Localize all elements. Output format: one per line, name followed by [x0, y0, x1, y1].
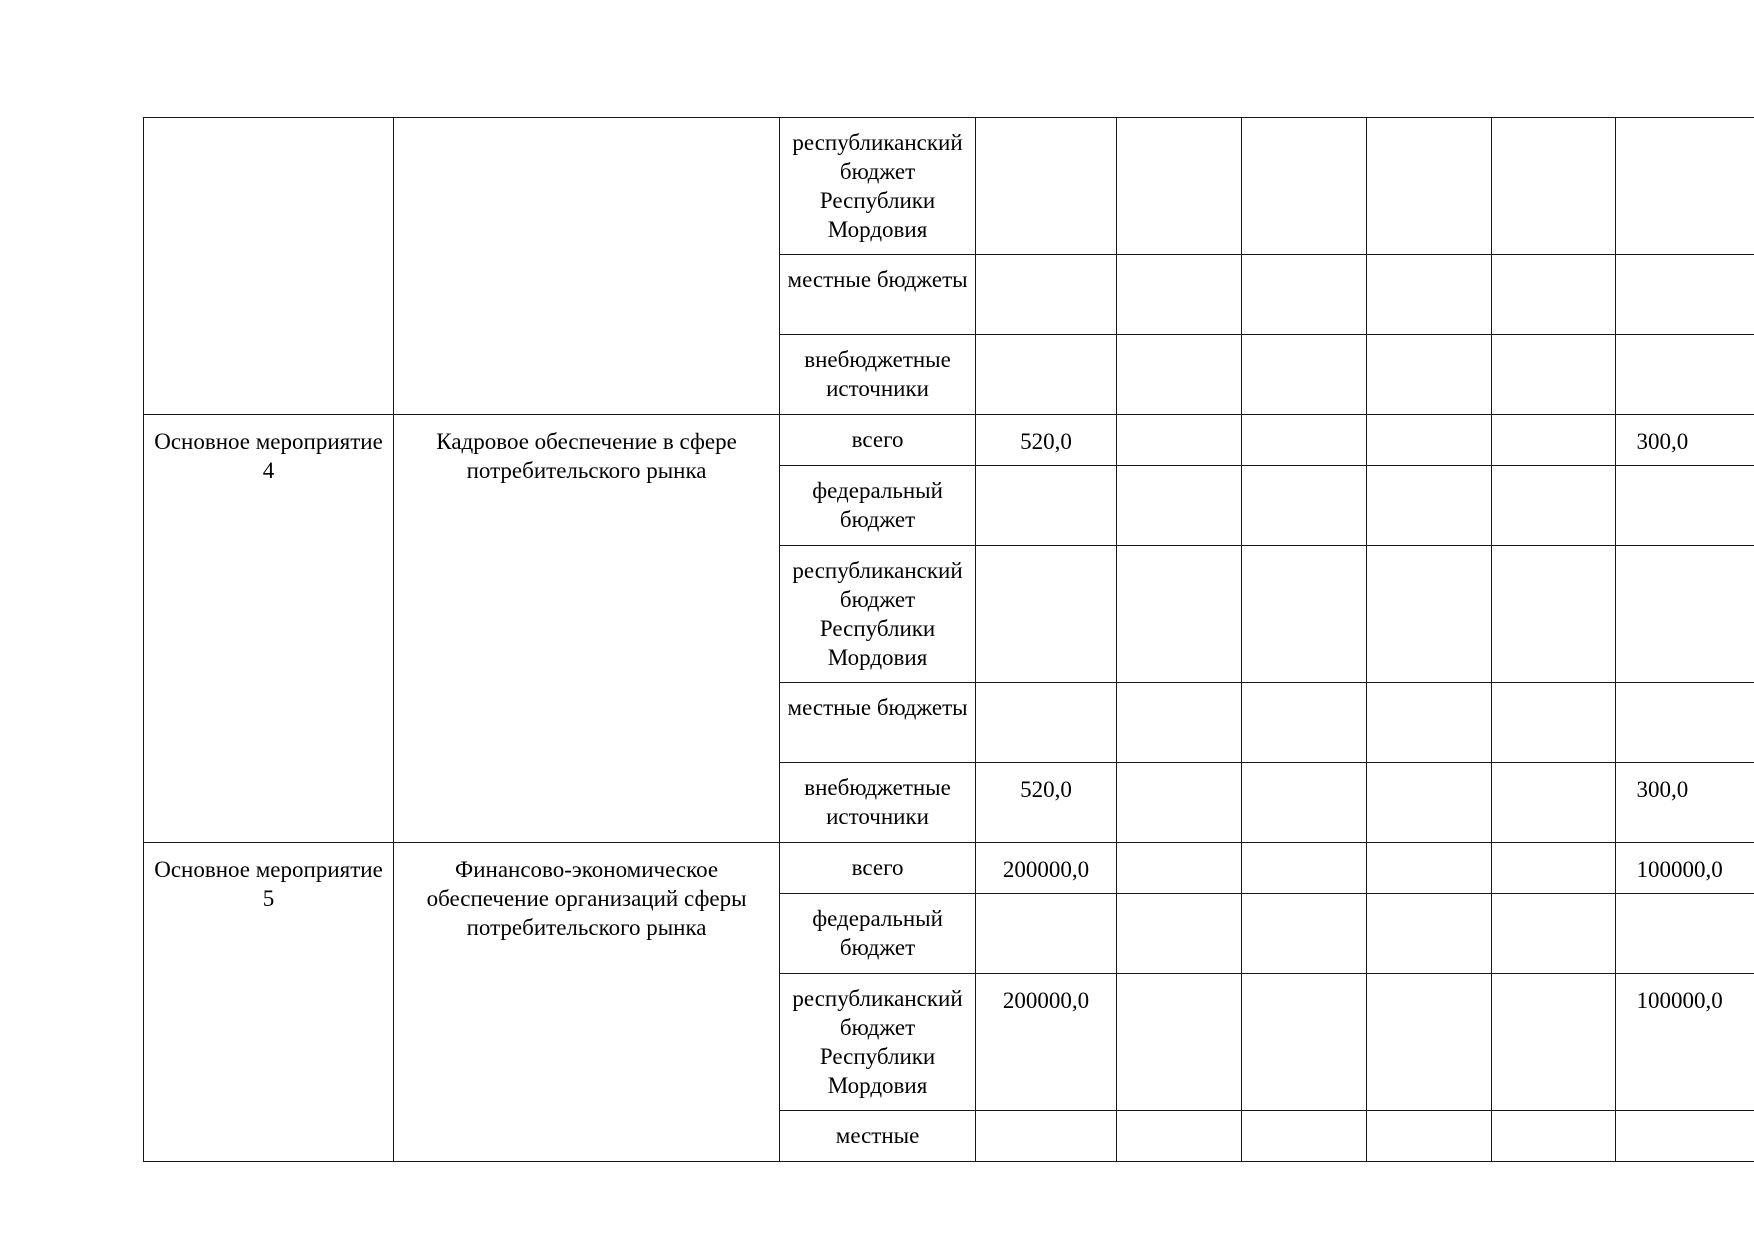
value-cell — [1241, 118, 1366, 255]
value-cell: 520,0 — [976, 763, 1117, 843]
value-cell — [1116, 974, 1241, 1111]
value-cell — [1616, 118, 1754, 255]
table-row — [144, 415, 1754, 466]
value-cell — [1366, 255, 1491, 335]
value-cell — [1116, 415, 1241, 466]
activity-cell-empty — [144, 118, 394, 415]
value-cell — [1241, 466, 1366, 546]
value-cell — [1116, 118, 1241, 255]
value-cell — [1491, 1111, 1616, 1162]
activity-5-description: Финансово-экономическое обеспечение организаций сферы потребительского рынка — [394, 843, 780, 1162]
value-cell: 200000,0 — [976, 974, 1117, 1111]
value-cell — [1491, 415, 1616, 466]
value-cell — [1616, 894, 1754, 974]
value-cell — [1616, 1111, 1754, 1162]
value-cell: 100000,0 — [1616, 974, 1754, 1111]
value-cell — [1616, 335, 1754, 415]
value-cell — [1241, 1111, 1366, 1162]
value-cell — [976, 118, 1117, 255]
source-cell: внебюджетные источники — [780, 763, 976, 843]
value-cell — [1491, 843, 1616, 894]
value-cell — [1366, 466, 1491, 546]
value-cell — [1491, 255, 1616, 335]
value-cell — [1366, 118, 1491, 255]
source-cell: республиканский бюджет Республики Мордовия — [780, 118, 976, 255]
source-cell: федеральный бюджет — [780, 894, 976, 974]
value-cell: 100000,0 — [1616, 843, 1754, 894]
value-cell: 520,0 — [976, 415, 1117, 466]
value-cell — [1616, 683, 1754, 763]
value-cell — [1116, 894, 1241, 974]
value-cell — [1116, 466, 1241, 546]
value-cell — [1241, 894, 1366, 974]
source-cell: всего — [780, 415, 976, 466]
value-cell — [1491, 974, 1616, 1111]
value-cell — [1616, 546, 1754, 683]
source-cell: республиканский бюджет Республики Мордовия — [780, 546, 976, 683]
table-row — [144, 843, 1754, 894]
value-cell: 300,0 — [1616, 763, 1754, 843]
activity-5-name: Основное мероприятие 5 — [144, 843, 394, 1162]
source-cell: республиканский бюджет Республики Мордовия — [780, 974, 976, 1111]
source-cell: местные — [780, 1111, 976, 1162]
description-cell-empty — [394, 118, 780, 415]
value-cell — [1366, 335, 1491, 415]
value-cell — [1241, 255, 1366, 335]
value-cell: 200000,0 — [976, 843, 1117, 894]
value-cell — [1491, 118, 1616, 255]
funding-table — [143, 117, 1754, 1162]
value-cell — [1491, 335, 1616, 415]
source-cell: внебюджетные источники — [780, 335, 976, 415]
value-cell — [1616, 466, 1754, 546]
value-cell — [1241, 683, 1366, 763]
value-cell — [1241, 974, 1366, 1111]
value-cell — [976, 546, 1117, 683]
value-cell — [1366, 843, 1491, 894]
value-cell — [1241, 843, 1366, 894]
value-cell — [1491, 683, 1616, 763]
value-cell — [1491, 466, 1616, 546]
value-cell — [976, 466, 1117, 546]
value-cell — [976, 894, 1117, 974]
activity-4-description: Кадровое обеспечение в сфере потребительского рынка — [394, 415, 780, 843]
value-cell — [1366, 546, 1491, 683]
value-cell — [976, 255, 1117, 335]
value-cell — [1366, 415, 1491, 466]
value-cell — [1116, 255, 1241, 335]
value-cell — [1241, 763, 1366, 843]
value-cell — [1366, 974, 1491, 1111]
value-cell — [1491, 894, 1616, 974]
table-row — [144, 118, 1754, 255]
activity-4-name: Основное мероприятие 4 — [144, 415, 394, 843]
value-cell — [1366, 1111, 1491, 1162]
value-cell — [1491, 546, 1616, 683]
value-cell — [1116, 335, 1241, 415]
value-cell — [1116, 683, 1241, 763]
value-cell — [1491, 763, 1616, 843]
value-cell — [1241, 335, 1366, 415]
source-cell: местные бюджеты — [780, 255, 976, 335]
value-cell — [1116, 546, 1241, 683]
value-cell — [1366, 763, 1491, 843]
value-cell: 300,0 — [1616, 415, 1754, 466]
value-cell — [1366, 683, 1491, 763]
value-cell — [1241, 546, 1366, 683]
source-cell: федеральный бюджет — [780, 466, 976, 546]
value-cell — [976, 1111, 1117, 1162]
source-cell: местные бюджеты — [780, 683, 976, 763]
value-cell — [1241, 415, 1366, 466]
value-cell — [1116, 1111, 1241, 1162]
value-cell — [1366, 894, 1491, 974]
value-cell — [1616, 255, 1754, 335]
value-cell — [976, 335, 1117, 415]
value-cell — [1116, 763, 1241, 843]
value-cell — [976, 683, 1117, 763]
value-cell — [1116, 843, 1241, 894]
source-cell: всего — [780, 843, 976, 894]
